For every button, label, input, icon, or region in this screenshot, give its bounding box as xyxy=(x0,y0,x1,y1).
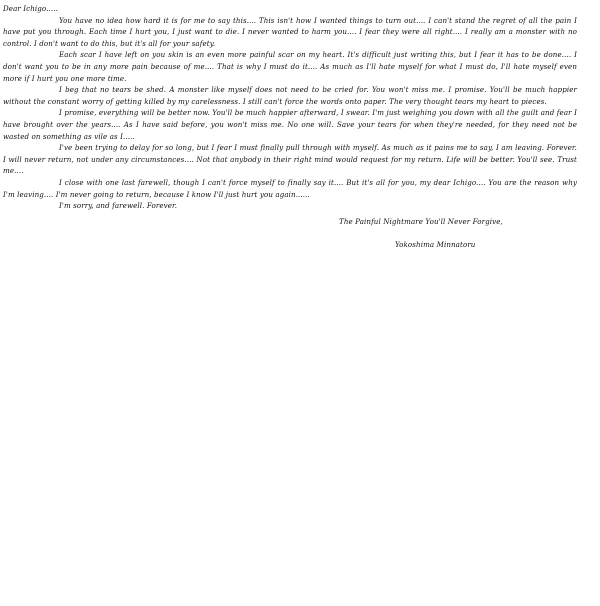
letter-greeting: Dear Ichigo..... xyxy=(3,4,58,13)
letter-closing: I'm sorry, and farewell. Forever. xyxy=(59,201,178,211)
letter-paragraph-2: Each scar I have left on you skin is an even more painful scar on my heart. It's difficult just writing this, but I fear it has to be done.... I don't want you to be in any more pain because of me.... That is why I must do it.... As much as I'll hate myself for what I must do, I'll hate myself even more if I hurt you one more time. xyxy=(3,50,577,83)
letter-paragraph-4: I promise, everything will be better now. You'll be much happier afterward, I swear. I'm just weighing you down with all the guilt and fear I have brought over the years.... As I have said before, you won't miss me. No one will. Save your tears for when they're needed, for they need not be wasted on something as vile as I..... xyxy=(3,108,577,141)
letter-paragraph-3: I beg that no tears be shed. A monster like myself does not need to be cried for. You won't miss me. I promise. You'll be much happier without the constant worry of getting killed by my carelessness. I still can't force the words onto paper. The very thought tears my heart to pieces. xyxy=(3,85,577,106)
letter-paragraph-5: I've been trying to delay for so long, but I fear I must finally pull through with myself. As much as it pains me to say, I am leaving. Forever. I will never return, not under any circumstances.... Not that anybody in their right mind would request for my return. Life will be better. You'll see. Trust me.... xyxy=(3,143,577,176)
letter-signature: Yokoshima Minnatoru xyxy=(395,239,476,249)
letter-signoff: The Painful Nightmare You'll Never Forgive, xyxy=(339,216,503,226)
letter xyxy=(3,3,577,250)
letter-paragraph-6: I close with one last farewell, though I can't force myself to finally say it.... But it's all for you, my dear Ichigo.... You are the reason why I'm leaving.... I'm never going to return, because I know I'll just hurt you again...... xyxy=(3,177,577,199)
letter-paragraph-1: You have no idea how hard it is for me to say this.... This isn't how I wanted things to turn out.... I can't stand the regret of all the pain I have put you through. Each time I hurt you, I just want to die. I never wanted to harm you.... I fear they were all right.... I really am a monster with no control. I don't want to do this, but it's all for your safety. xyxy=(3,15,577,48)
